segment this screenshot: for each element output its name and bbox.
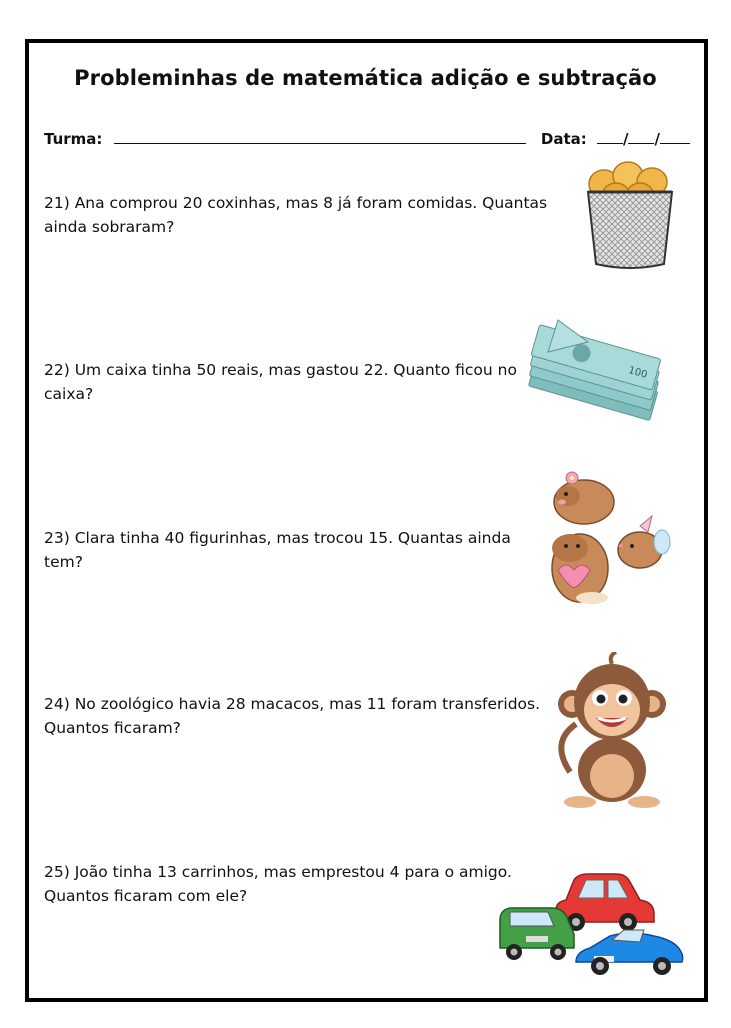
question-text-line: 24) No zoológico havia 28 macacos, mas 11 foram transferidos. <box>44 695 541 713</box>
question-text-line: caixa? <box>44 385 94 403</box>
question-23 <box>44 526 511 574</box>
question-text-line: ainda sobraram? <box>44 218 175 236</box>
date-year-line <box>660 142 690 144</box>
turma-label: Turma: <box>44 130 103 148</box>
data-label: Data: <box>540 130 587 148</box>
question-text-line: 25) João tinha 13 carrinhos, mas emprestou 4 para o amigo. <box>44 863 512 881</box>
blue-car-icon <box>576 930 683 975</box>
red-car-icon <box>556 874 654 931</box>
money-bills-icon <box>518 312 676 424</box>
header-row <box>44 130 684 148</box>
question-22 <box>44 358 517 406</box>
bill-label: 100 <box>627 365 649 381</box>
capybara-stickers-icon <box>544 466 674 608</box>
question-text-line: 21) Ana comprou 20 coxinhas, mas 8 já foram comidas. Quantas <box>44 194 548 212</box>
question-text-line: tem? <box>44 553 83 571</box>
question-text-line: 22) Um caixa tinha 50 reais, mas gastou 22. Quanto ficou no <box>44 361 517 379</box>
question-text-line: Quantos ficaram com ele? <box>44 887 248 905</box>
turma-line <box>114 142 526 144</box>
coxinha-basket-icon <box>582 158 678 272</box>
question-24 <box>44 692 540 740</box>
question-text-line: 23) Clara tinha 40 figurinhas, mas trocou 15. Quantas ainda <box>44 529 511 547</box>
question-25 <box>44 860 512 908</box>
date-sep-1: / <box>623 130 629 148</box>
question-text-line: Quantos ficaram? <box>44 719 181 737</box>
page-title: Probleminhas de matemática adição e subtração <box>74 66 657 90</box>
date-sep-2: / <box>654 130 660 148</box>
green-car-icon <box>500 908 574 960</box>
date-day-line <box>597 142 623 144</box>
date-month-line <box>628 142 654 144</box>
toy-cars-icon <box>496 870 686 978</box>
question-21 <box>44 191 547 239</box>
monkey-icon <box>550 652 674 812</box>
